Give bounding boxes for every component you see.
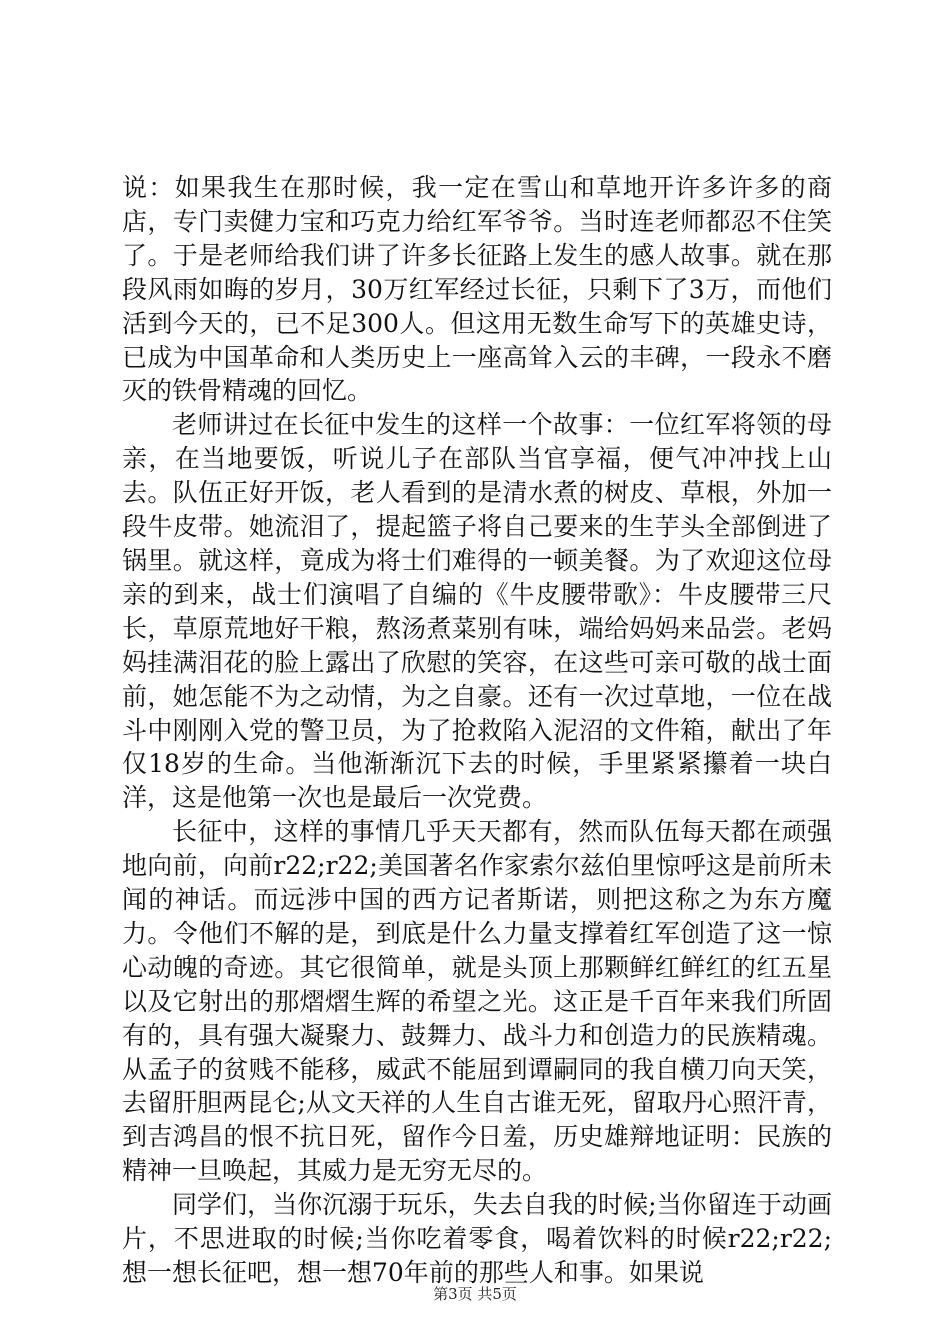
paragraph-continuation: 说：如果我生在那时候，我一定在雪山和草地开许多许多的商店，专门卖健力宝和巧克力给红军爷爷。当时连老师都忍不住笑了。于是老师给我们讲了许多长征路上发生的感人故事。就在那段风雨如晦的岁月，30万红军经过长征，只剩下了3万，而他们活到今天的，已不足300人。但这用无数生命写下的英雄史诗，已成为中国革命和人类历史上一座高耸入云的丰碑，一段永不磨灭的铁骨精魂的回忆。 [122, 173, 832, 406]
paragraph-address-students: 同学们，当你沉溺于玩乐，失去自我的时候;当你留连于动画片，不思进取的时候;当你吃着零食，喝着饮料的时候r22;r22;想一想长征吧，想一想70年前的那些人和事。如果说 [122, 1190, 832, 1287]
paragraph-national-spirit: 长征中，这样的事情几乎天天都有，然而队伍每天都在顽强地向前，向前r22;r22;美国著名作家索尔兹伯里惊呼这是前所未闻的神话。而远涉中国的西方记者斯诺，则把这称之为东方魔力。令他们不解的是，到底是什么力量支撑着红军创造了这一惊心动魄的奇迹。其它很简单，就是头顶上那颗鲜红鲜红的红五星以及它射出的那熠熠生辉的希望之光。这正是千百年来我们所固有的，具有强大凝聚力、鼓舞力、战斗力和创造力的民族精魂。从孟子的贫贱不能移，威武不能屈到谭嗣同的我自横刀向天笑，去留肝胆两昆仑;从文天祥的人生自古谁无死，留取丹心照汗青，到吉鸿昌的恨不抗日死，留作今日羞，历史雄辩地证明：民族的精神一旦唤起，其威力是无穷无尽的。 [122, 817, 832, 1186]
paragraph-mother-story: 老师讲过在长征中发生的这样一个故事：一位红军将领的母亲，在当地要饭，听说儿子在部队当官享福，便气冲冲找上山去。队伍正好开饭，老人看到的是清水煮的树皮、草根，外加一段牛皮带。她流泪了，提起篮子将自己要来的生芋头全部倒进了锅里。就这样，竟成为将士们难得的一顿美餐。为了欢迎这位母亲的到来，战士们演唱了自编的《牛皮腰带歌》：牛皮腰带三尺长，草原荒地好干粮，熬汤煮菜别有味，端给妈妈来品尝。老妈妈挂满泪花的脸上露出了欣慰的笑容，在这些可亲可敬的战士面前，她怎能不为之动情，为之自豪。还有一次过草地，一位在战斗中刚刚入党的警卫员，为了抢救陷入泥沼的文件箱，献出了年仅18岁的生命。当他渐渐沉下去的时候，手里紧紧攥着一块白洋，这是他第一次也是最后一次党费。 [122, 410, 832, 813]
body-text [122, 171, 832, 1290]
page-footer: 第3页 共5页 [433, 1285, 517, 1303]
